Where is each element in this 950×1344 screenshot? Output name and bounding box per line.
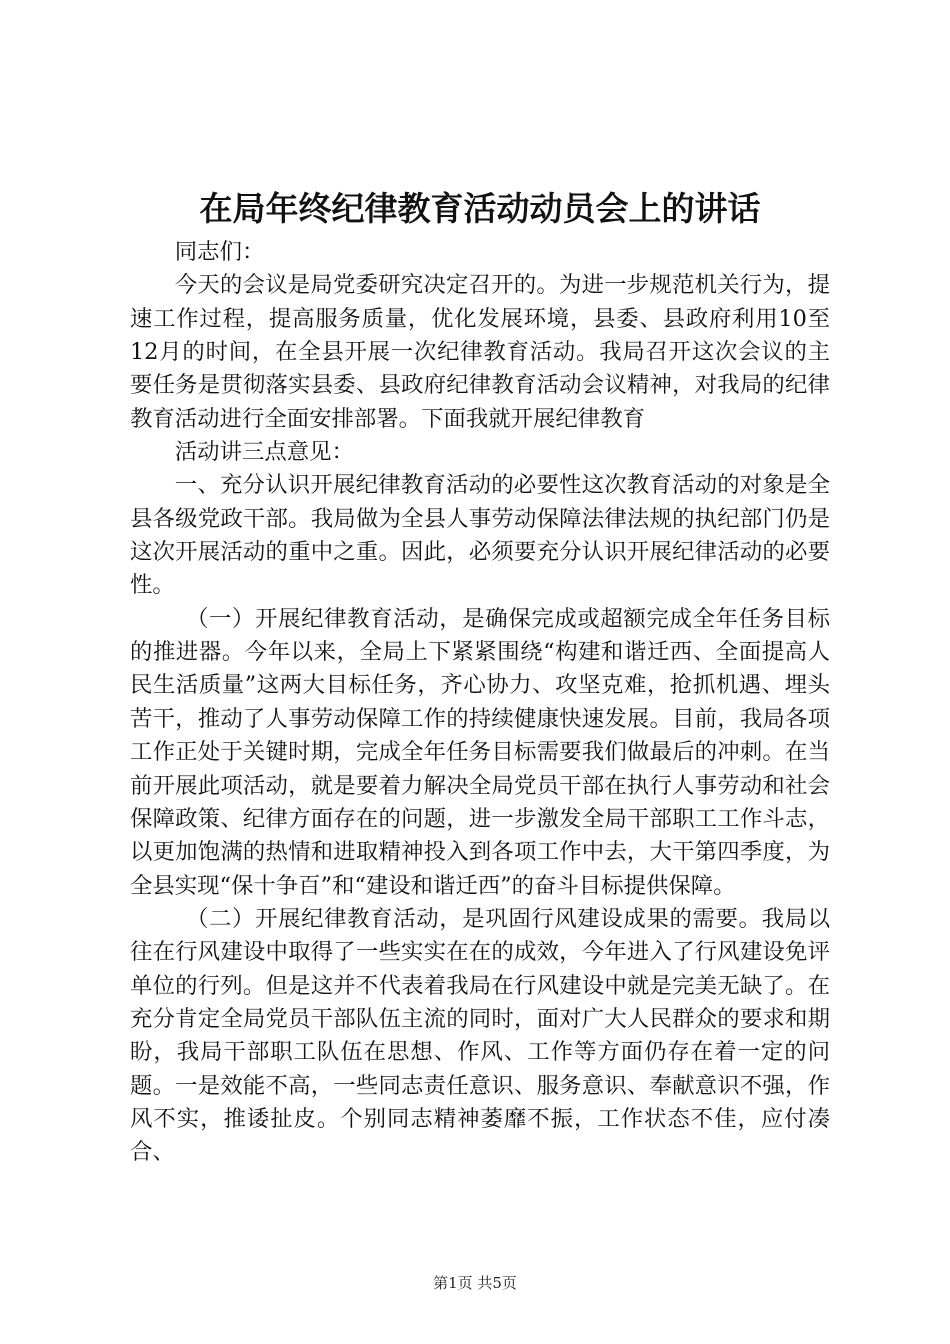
body-paragraph: （二）开展纪律教育活动，是巩固行风建设成果的需要。我局以往在行风建设中取得了一些实实在在的成效，今年进入了行风建设免评单位的行列。但是这并不代表着我局在行风建设中就是完美无缺了。在充分肯定全局党员干部队伍主流的同时，面对广大人民群众的要求和期盼，我局干部职工队伍在思想、作风、工作等方面仍存在着一定的问题。一是效能不高，一些同志责任意识、服务意识、奉献意识不强，作风不实，推诿扯皮。个别同志精神萎靡不振，工作状态不佳，应付凑合、: [130, 905, 830, 1166]
body-paragraph: 一、充分认识开展纪律教育活动的必要性这次教育活动的对象是全县各级党政干部。我局做为全县人事劳动保障法律法规的执纪部门仍是这次开展活动的重中之重。因此，必须要充分认识开展纪律活动的必要性。: [130, 472, 830, 599]
body-paragraph: 活动讲三点意见：: [174, 439, 354, 466]
body-paragraph: （一）开展纪律教育活动，是确保完成或超额完成全年任务目标的推进器。今年以来，全局上下紧紧围绕“构建和谐迁西、全面提高人民生活质量”这两大目标任务，齐心协力、攻坚克难，抢抓机遇、埋头苦干，推动了人事劳动保障工作的持续健康快速发展。目前，我局各项工作正处于关键时期，完成全年任务目标需要我们做最后的冲刺。在当前开展此项活动，就是要着力解决全局党员干部在执行人事劳动和社会保障政策、纪律方面存在的问题，进一步激发全局干部职工工作斗志，以更加饱满的热情和进取精神投入到各项工作中去，大干第四季度，为全县实现“保十争百”和“建设和谐迁西”的奋斗目标提供保障。: [130, 605, 830, 899]
salutation-paragraph: 同志们：: [174, 239, 265, 265]
document-body: [130, 236, 830, 1170]
body-paragraph: 今天的会议是局党委研究决定召开的。为进一步规范机关行为，提速工作过程，提高服务质量，优化发展环境，县委、县政府利用10至12月的时间，在全县开展一次纪律教育活动。我局召开这次会议的主要任务是贯彻落实县委、县政府纪律教育活动会议精神，对我局的纪律教育活动进行全面安排部署。下面我就开展纪律教育: [130, 272, 830, 432]
document-title: 在局年终纪律教育活动动员会上的讲话: [199, 189, 761, 228]
page-footer: 第1页 共5页: [433, 1274, 517, 1292]
